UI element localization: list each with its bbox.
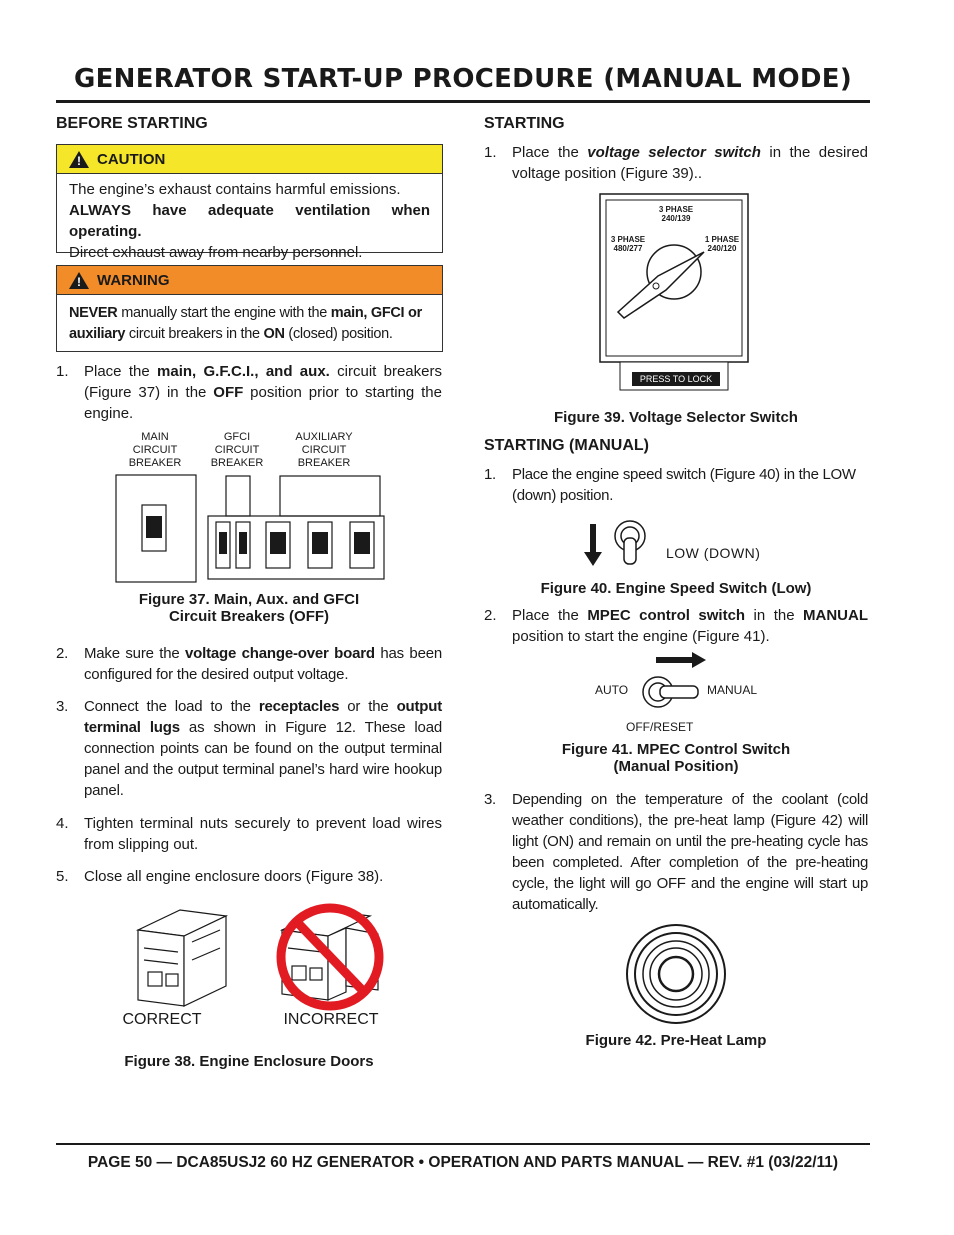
warning-triangle-icon: ! — [69, 151, 89, 168]
step-number: 1. — [484, 466, 496, 483]
pre-heat-lamp-icon — [624, 922, 728, 1026]
off-reset-label: OFF/RESET — [626, 720, 694, 734]
step-text: Place the — [512, 607, 588, 624]
warning-t1: NEVER — [69, 305, 118, 321]
fig40-caption: Figure 40. Engine Speed Switch (Low) — [540, 580, 812, 597]
fig37-main-label: MAIN CIRCUIT BREAKER — [128, 431, 182, 469]
before-starting-heading: BEFORE STARTING — [56, 115, 208, 132]
step-text: Depending on the temperature of the coolant (cold weather conditions), the pre-heat lamp (Figure 42) will light (ON) and remain on until the pre-heating cycle has been completed. After completion of the pre-heating cycle, the light will go OFF and the engine will start up automatically. — [512, 791, 868, 913]
fig37-caption: Figure 37. Main, Aux. and GFCI Circuit Breakers (OFF) — [138, 591, 360, 625]
step-text: position prior to starting the engine. — [84, 384, 442, 422]
caution-box — [56, 144, 443, 261]
caution-line2: ALWAYS have adequate ventilation when operating. — [69, 202, 430, 240]
starting-manual-heading: STARTING (MANUAL) — [484, 437, 650, 454]
warning-label: WARNING — [97, 271, 170, 289]
step-text: circuit breakers (Figure 37) in the — [84, 363, 442, 401]
engine-speed-switch-diagram — [584, 512, 660, 572]
press-to-lock-label: PRESS TO LOCK — [639, 374, 713, 384]
warning-t6: (closed) position. — [284, 326, 393, 342]
step-number: 5. — [56, 868, 69, 885]
page-title: GENERATOR START-UP PROCEDURE (MANUAL MODE) — [73, 64, 853, 94]
step-text-bold: voltage selector switch — [587, 144, 761, 161]
fig41-caption: Figure 41. MPEC Control Switch (Manual Position) — [561, 741, 791, 775]
fig39-right-label: 1 PHASE 240/120 — [704, 235, 740, 253]
low-down-label: LOW (DOWN) — [666, 545, 761, 561]
step-text: Close all engine enclosure doors (Figure 38). — [84, 868, 384, 885]
step-number: 1. — [484, 144, 497, 161]
fig38-incorrect-label: INCORRECT — [283, 1011, 379, 1028]
warning-t4: circuit breakers in the — [125, 326, 264, 342]
caution-label: CAUTION — [97, 150, 166, 168]
fig39-left-label: 3 PHASE 480/277 — [610, 235, 646, 253]
step-text-bold: MANUAL — [803, 607, 869, 624]
auto-label: AUTO — [595, 683, 629, 697]
fig37-gfci-label: GFCI CIRCUIT BREAKER — [210, 431, 264, 469]
step-text: in the — [745, 607, 804, 624]
step-text-bold: main, G.F.C.I., and aux. — [157, 363, 330, 380]
warning-t5: ON — [263, 326, 285, 342]
warning-t3: main, GFCI or auxiliary — [69, 305, 422, 342]
warning-header — [57, 266, 442, 295]
down-arrow-icon — [584, 524, 602, 566]
enclosure-doors-diagram — [130, 900, 392, 1012]
step-text-bold: MPEC control switch — [587, 607, 746, 624]
step-text: in the desired voltage position (Figure 39).. — [512, 144, 868, 182]
starting-heading: STARTING — [484, 115, 565, 132]
step-text: as shown in Figure 12. These load connection points can be found on the output terminal panel and the output terminal panel’s hard wire hookup panel. — [84, 719, 442, 799]
step-text: position to start the engine (Figure 41). — [512, 628, 770, 645]
step-number: 2. — [56, 645, 69, 662]
right-arrow-icon — [656, 652, 706, 668]
fig42-caption: Figure 42. Pre-Heat Lamp — [585, 1032, 767, 1049]
step-number: 1. — [56, 363, 69, 380]
fig39-caption: Figure 39. Voltage Selector Switch — [554, 409, 798, 426]
step-number: 3. — [56, 698, 69, 715]
toggle-switch-icon — [643, 677, 698, 707]
fig38-caption: Figure 38. Engine Enclosure Doors — [124, 1053, 374, 1070]
step-text: Place the — [512, 144, 588, 161]
step-text: or the — [339, 698, 397, 715]
step-text: Connect the load to the — [84, 698, 259, 715]
step-number: 2. — [484, 607, 497, 624]
step-text: Place the engine speed switch (Figure 40) in the LOW (down) position. — [512, 466, 856, 504]
caution-line3: Direct exhaust away from nearby personnel. — [69, 244, 363, 261]
step-text: Place the — [84, 363, 158, 380]
fig39-top-label: 3 PHASE 240/139 — [658, 205, 694, 223]
fig38-correct-label: CORRECT — [122, 1011, 202, 1028]
step-number: 3. — [484, 791, 496, 808]
fig37-aux-label: AUXILIARY CIRCUIT BREAKER — [295, 431, 353, 469]
step-text-bold: receptacles — [258, 698, 340, 715]
step-text: Tighten terminal nuts securely to prevent load wires from slipping out. — [84, 815, 442, 853]
toggle-switch-icon — [615, 521, 645, 564]
mpec-control-switch-diagram — [636, 652, 708, 716]
generator-closed-icon — [138, 910, 226, 1006]
step-number: 4. — [56, 815, 69, 832]
warning-triangle-icon: ! — [69, 272, 89, 289]
title-rule — [56, 100, 870, 103]
caution-header — [57, 145, 442, 174]
footer-rule — [56, 1143, 870, 1145]
step-text-bold: output terminal lugs — [84, 698, 443, 736]
caution-line1: The engine’s exhaust contains harmful emissions. — [69, 181, 401, 198]
circuit-breakers-diagram — [112, 470, 392, 586]
step-text-bold: OFF — [213, 384, 244, 401]
step-text-bold: voltage change-over board — [185, 645, 375, 662]
step-text: Make sure the — [84, 645, 186, 662]
warning-box — [56, 265, 443, 352]
step-text: has been configured for the desired output voltage. — [84, 645, 442, 683]
manual-label: MANUAL — [707, 683, 758, 697]
warning-t2: manually start the engine with the — [117, 305, 331, 321]
voltage-selector-switch — [598, 192, 752, 394]
page-footer: PAGE 50 — DCA85USJ2 60 HZ GENERATOR • OPERATION AND PARTS MANUAL — REV. #1 (03/22/11) — [87, 1154, 839, 1171]
